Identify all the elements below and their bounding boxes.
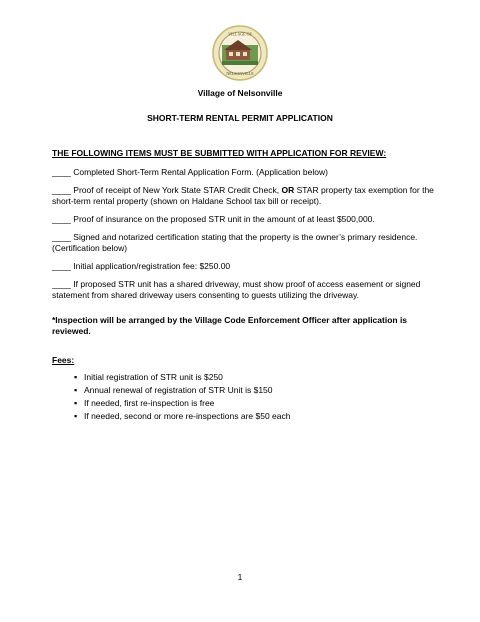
checklist-item: ____ Proof of insurance on the proposed STR unit in the amount of at least $500,000. — [52, 214, 375, 224]
page-number: 1 — [237, 572, 243, 582]
checklist-item: ____ Initial application/registration fee: $250.00 — [52, 261, 231, 271]
fees-heading: Fees: — [52, 355, 75, 365]
fee-item: ▪ Initial registration of STR unit is $250 — [74, 372, 442, 383]
village-seal-logo — [212, 25, 268, 81]
blank-line: ____ — [52, 214, 71, 224]
items-heading: THE FOLLOWING ITEMS MUST BE SUBMITTED WITH APPLICATION FOR REVIEW: — [52, 148, 387, 158]
fee-item: ▪ If needed, second or more re-inspections are $50 each — [74, 411, 442, 422]
checklist-item: ____ Completed Short-Term Rental Application Form. (Application below) — [52, 167, 328, 177]
blank-line: ____ — [52, 232, 71, 242]
checklist-item: ____ Proof of receipt of New York State STAR Credit Check, OR STAR property tax exemption for the short-term rental property (shown on Haldane School tax bill or receipt). — [52, 185, 434, 206]
village-name: Village of Nelsonville — [197, 88, 283, 98]
document-body — [52, 148, 442, 424]
seal-bottom-text: NELSONVILLE — [226, 71, 254, 76]
blank-line: ____ — [52, 167, 71, 177]
fees-list — [74, 372, 442, 422]
checklist-item: ____ If proposed STR unit has a shared driveway, must show proof of access easement or signed statement from shared driveway users consenting to guests utilizing the driveway. — [52, 279, 421, 300]
emphasis-or: OR — [281, 185, 295, 195]
blank-line: ____ — [52, 279, 71, 289]
fee-item: ▪ If needed, first re-inspection is free — [74, 398, 442, 409]
fee-item: ▪ Annual renewal of registration of STR Unit is $150 — [74, 385, 442, 396]
inspection-note: *Inspection will be arranged by the Village Code Enforcement Officer after application is reviewed. — [52, 315, 408, 336]
checklist-item: ____ Signed and notarized certification stating that the property is the owner’s primary residence. (Certification below) — [52, 232, 418, 253]
form-title: SHORT-TERM RENTAL PERMIT APPLICATION — [147, 113, 333, 123]
blank-line: ____ — [52, 185, 71, 195]
blank-line: ____ — [52, 261, 71, 271]
seal-top-text: VILLAGE OF — [228, 31, 252, 37]
